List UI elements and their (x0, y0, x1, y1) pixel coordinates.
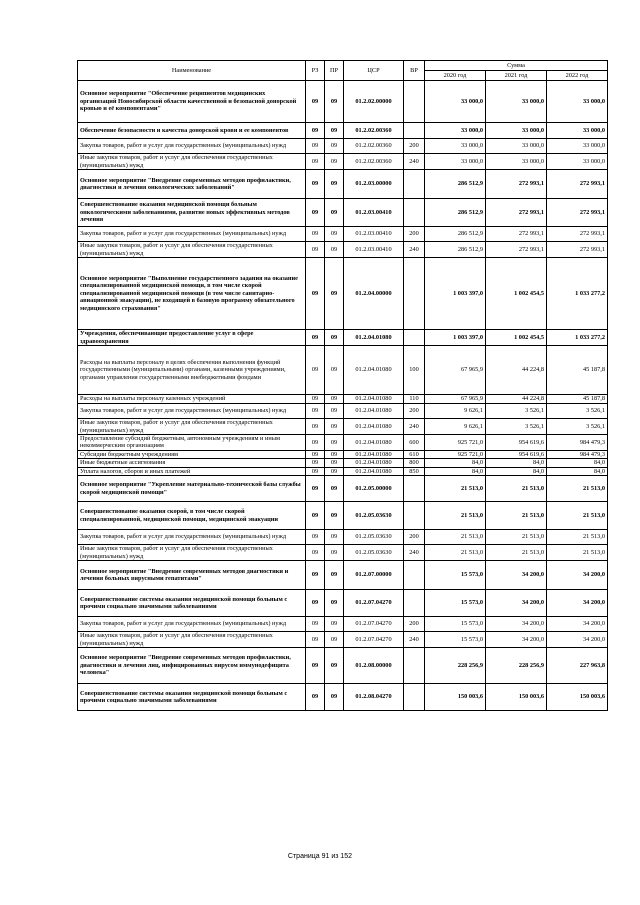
cell-2022: 21 513,0 (547, 476, 608, 502)
cell-2022: 3 526,1 (547, 404, 608, 419)
table-row (78, 459, 608, 467)
cell-vr: 200 (404, 530, 425, 545)
table-body (78, 81, 608, 711)
cell-2020: 21 513,0 (425, 476, 486, 502)
cell-2021: 33 000,0 (486, 81, 547, 123)
cell-name: Предоставление субсидий бюджетным, автономным учреждениям и иным некоммерческим организациям (78, 435, 306, 451)
cell-vr (404, 123, 425, 139)
cell-vr: 850 (404, 467, 425, 475)
cell-csr: 01.2.02.00000 (344, 81, 404, 123)
cell-2021: 34 200,0 (486, 632, 547, 648)
cell-2022: 34 200,0 (547, 632, 608, 648)
table-row (78, 395, 608, 404)
cell-2022: 33 000,0 (547, 139, 608, 154)
cell-csr: 01.2.04.01080 (344, 459, 404, 467)
table-row (78, 502, 608, 530)
cell-pr: 09 (325, 330, 344, 346)
cell-2022: 84,0 (547, 459, 608, 467)
cell-2021: 84,0 (486, 459, 547, 467)
cell-2022: 984 479,3 (547, 435, 608, 451)
cell-2021: 272 993,1 (486, 242, 547, 258)
cell-rz: 09 (306, 590, 325, 617)
cell-csr: 01.2.02.00360 (344, 123, 404, 139)
cell-rz: 09 (306, 227, 325, 242)
cell-csr: 01.2.07.04270 (344, 617, 404, 632)
cell-rz: 09 (306, 170, 325, 199)
cell-2022: 33 000,0 (547, 123, 608, 139)
budget-table-container (77, 60, 608, 711)
cell-csr: 01.2.04.00000 (344, 258, 404, 330)
header-vr: ВР (404, 61, 425, 81)
table-row (78, 123, 608, 139)
cell-2020: 67 965,9 (425, 346, 486, 395)
cell-vr: 800 (404, 459, 425, 467)
cell-name: Иные бюджетные ассигнования (78, 459, 306, 467)
cell-2022: 34 200,0 (547, 617, 608, 632)
cell-csr: 01.2.02.00360 (344, 139, 404, 154)
cell-pr: 09 (325, 154, 344, 170)
cell-2020: 33 000,0 (425, 154, 486, 170)
cell-rz: 09 (306, 395, 325, 404)
page-footer: Страница 91 из 152 (287, 853, 353, 860)
cell-pr: 09 (325, 530, 344, 545)
cell-pr: 09 (325, 139, 344, 154)
cell-name: Иные закупки товаров, работ и услуг для обеспечения государственных (муниципальных) нужд (78, 154, 306, 170)
cell-rz: 09 (306, 123, 325, 139)
table-row (78, 330, 608, 346)
table-row (78, 435, 608, 451)
cell-pr: 09 (325, 81, 344, 123)
table-row (78, 139, 608, 154)
cell-name: Основное мероприятие "Укрепление материально-технической базы службы скорой медицинской помощи" (78, 476, 306, 502)
cell-rz: 09 (306, 330, 325, 346)
cell-rz: 09 (306, 404, 325, 419)
cell-rz: 09 (306, 139, 325, 154)
table-row (78, 467, 608, 475)
cell-rz: 09 (306, 617, 325, 632)
cell-csr: 01.2.03.00410 (344, 227, 404, 242)
cell-2021: 34 200,0 (486, 617, 547, 632)
header-year-2020: 2020 год (425, 71, 486, 81)
cell-vr (404, 199, 425, 227)
table-row (78, 590, 608, 617)
cell-name: Совершенствование оказания медицинской помощи больным онкологическими заболеваниями, развитие новых эффективных методов лечения (78, 199, 306, 227)
cell-vr (404, 258, 425, 330)
cell-rz: 09 (306, 81, 325, 123)
cell-name: Основное мероприятие "Обеспечение реципиентов медицинских организаций Новосибирской области качественной и безопасной донорской кровью и её компонентами" (78, 81, 306, 123)
cell-2022: 150 003,6 (547, 684, 608, 711)
cell-csr: 01.2.03.00410 (344, 199, 404, 227)
cell-name: Расходы на выплаты персоналу казенных учреждений (78, 395, 306, 404)
table-row (78, 450, 608, 458)
cell-csr: 01.2.04.01080 (344, 467, 404, 475)
cell-2022: 984 479,3 (547, 450, 608, 458)
cell-rz: 09 (306, 648, 325, 684)
cell-2020: 15 573,0 (425, 632, 486, 648)
cell-vr (404, 170, 425, 199)
table-row (78, 346, 608, 395)
cell-2020: 15 573,0 (425, 617, 486, 632)
cell-name: Обеспечение безопасности и качества донорской крови и ее компонентов (78, 123, 306, 139)
cell-2022: 33 000,0 (547, 81, 608, 123)
cell-2021: 1 002 454,5 (486, 258, 547, 330)
cell-rz: 09 (306, 435, 325, 451)
cell-name: Совершенствование системы оказания медицинской помощи больным с прочими социально значимыми заболеваниями (78, 590, 306, 617)
budget-table (77, 60, 608, 711)
cell-name: Закупка товаров, работ и услуг для государственных (муниципальных) нужд (78, 227, 306, 242)
cell-2020: 15 573,0 (425, 590, 486, 617)
cell-2020: 21 513,0 (425, 545, 486, 561)
cell-vr: 600 (404, 435, 425, 451)
table-row (78, 545, 608, 561)
cell-pr: 09 (325, 227, 344, 242)
cell-pr: 09 (325, 476, 344, 502)
cell-2022: 1 033 277,2 (547, 258, 608, 330)
table-row (78, 617, 608, 632)
cell-csr: 01.2.05.00000 (344, 476, 404, 502)
cell-csr: 01.2.05.03630 (344, 530, 404, 545)
cell-2022: 272 993,1 (547, 170, 608, 199)
cell-2021: 3 526,1 (486, 404, 547, 419)
cell-vr: 200 (404, 227, 425, 242)
cell-name: Основное мероприятие "Выполнение государственного задания на оказание специализированной медицинской помощи, в том числе скорой специализированной медицинской помощи (в том числе санитарно-авиационной эвакуации), не входящей в базовую программу обязательного медицинского страхования" (78, 258, 306, 330)
table-row (78, 404, 608, 419)
cell-name: Закупка товаров, работ и услуг для государственных (муниципальных) нужд (78, 530, 306, 545)
cell-csr: 01.2.07.04270 (344, 632, 404, 648)
cell-2022: 34 200,0 (547, 590, 608, 617)
cell-2020: 84,0 (425, 459, 486, 467)
cell-rz: 09 (306, 561, 325, 590)
cell-pr: 09 (325, 632, 344, 648)
cell-2022: 21 513,0 (547, 502, 608, 530)
table-row (78, 199, 608, 227)
cell-name: Основное мероприятие "Внедрение современных методов диагностики и лечения больных вирусными гепатитами" (78, 561, 306, 590)
cell-2022: 21 513,0 (547, 545, 608, 561)
cell-2020: 67 965,9 (425, 395, 486, 404)
table-row (78, 258, 608, 330)
cell-vr (404, 561, 425, 590)
cell-2021: 33 000,0 (486, 123, 547, 139)
cell-vr: 240 (404, 242, 425, 258)
cell-csr: 01.2.04.01080 (344, 435, 404, 451)
cell-2022: 272 993,1 (547, 242, 608, 258)
cell-pr: 09 (325, 450, 344, 458)
cell-2021: 84,0 (486, 467, 547, 475)
cell-vr: 240 (404, 545, 425, 561)
cell-csr: 01.2.04.01080 (344, 395, 404, 404)
header-csr: ЦСР (344, 61, 404, 81)
table-row (78, 227, 608, 242)
cell-2021: 3 526,1 (486, 419, 547, 435)
cell-vr: 240 (404, 632, 425, 648)
cell-vr: 110 (404, 395, 425, 404)
cell-pr: 09 (325, 123, 344, 139)
cell-pr: 09 (325, 590, 344, 617)
cell-2021: 272 993,1 (486, 199, 547, 227)
cell-pr: 09 (325, 617, 344, 632)
cell-rz: 09 (306, 459, 325, 467)
cell-name: Совершенствование оказания скорой, в том числе скорой специализированной, медицинской помощи, медицинской эвакуации (78, 502, 306, 530)
cell-2022: 45 187,8 (547, 346, 608, 395)
cell-2022: 3 526,1 (547, 419, 608, 435)
cell-vr (404, 502, 425, 530)
cell-csr: 01.2.08.00000 (344, 648, 404, 684)
cell-2020: 286 512,9 (425, 242, 486, 258)
cell-2021: 21 513,0 (486, 530, 547, 545)
cell-pr: 09 (325, 545, 344, 561)
cell-rz: 09 (306, 502, 325, 530)
cell-vr (404, 590, 425, 617)
cell-vr: 240 (404, 419, 425, 435)
cell-2022: 33 000,0 (547, 154, 608, 170)
cell-name: Уплата налогов, сборов и иных платежей (78, 467, 306, 475)
cell-pr: 09 (325, 395, 344, 404)
cell-2021: 1 002 454,5 (486, 330, 547, 346)
cell-csr: 01.2.05.03630 (344, 502, 404, 530)
cell-name: Иные закупки товаров, работ и услуг для обеспечения государственных (муниципальных) нужд (78, 419, 306, 435)
cell-2021: 34 200,0 (486, 590, 547, 617)
cell-csr: 01.2.04.01080 (344, 346, 404, 395)
cell-2020: 9 626,1 (425, 404, 486, 419)
cell-2021: 34 200,0 (486, 561, 547, 590)
cell-pr: 09 (325, 648, 344, 684)
cell-2022: 227 963,8 (547, 648, 608, 684)
cell-2020: 286 512,9 (425, 227, 486, 242)
cell-rz: 09 (306, 199, 325, 227)
cell-2021: 21 513,0 (486, 545, 547, 561)
cell-name: Иные закупки товаров, работ и услуг для обеспечения государственных (муниципальных) нужд (78, 242, 306, 258)
cell-vr (404, 476, 425, 502)
cell-pr: 09 (325, 561, 344, 590)
cell-name: Учреждения, обеспечивающие предоставление услуг в сфере здравоохранения (78, 330, 306, 346)
cell-rz: 09 (306, 684, 325, 711)
cell-csr: 01.2.07.00000 (344, 561, 404, 590)
cell-2020: 286 512,9 (425, 199, 486, 227)
cell-2021: 228 256,9 (486, 648, 547, 684)
cell-vr: 200 (404, 139, 425, 154)
cell-vr: 240 (404, 154, 425, 170)
cell-2020: 925 721,0 (425, 435, 486, 451)
cell-2020: 21 513,0 (425, 530, 486, 545)
cell-name: Совершенствование системы оказания медицинской помощи больным с прочими социально значимыми заболеваниями (78, 684, 306, 711)
cell-2020: 33 000,0 (425, 123, 486, 139)
header-sum: Сумма (425, 61, 608, 71)
header-rz: РЗ (306, 61, 325, 81)
cell-2020: 925 721,0 (425, 450, 486, 458)
cell-pr: 09 (325, 419, 344, 435)
cell-pr: 09 (325, 258, 344, 330)
cell-2021: 954 619,6 (486, 450, 547, 458)
header-year-2022: 2022 год (547, 71, 608, 81)
cell-2021: 21 513,0 (486, 502, 547, 530)
cell-rz: 09 (306, 476, 325, 502)
table-header (78, 61, 608, 81)
cell-2020: 1 003 397,0 (425, 330, 486, 346)
cell-csr: 01.2.04.01080 (344, 404, 404, 419)
cell-pr: 09 (325, 170, 344, 199)
cell-name: Закупка товаров, работ и услуг для государственных (муниципальных) нужд (78, 617, 306, 632)
cell-2022: 1 033 277,2 (547, 330, 608, 346)
table-row (78, 419, 608, 435)
cell-2022: 272 993,1 (547, 227, 608, 242)
table-row (78, 476, 608, 502)
cell-csr: 01.2.07.04270 (344, 590, 404, 617)
cell-vr (404, 684, 425, 711)
cell-2021: 44 224,8 (486, 346, 547, 395)
cell-vr (404, 330, 425, 346)
cell-pr: 09 (325, 199, 344, 227)
header-name: Наименование (78, 61, 306, 81)
cell-csr: 01.2.03.00410 (344, 242, 404, 258)
cell-2020: 84,0 (425, 467, 486, 475)
cell-2021: 272 993,1 (486, 227, 547, 242)
cell-csr: 01.2.04.01080 (344, 450, 404, 458)
cell-2021: 272 993,1 (486, 170, 547, 199)
cell-name: Расходы на выплаты персоналу в целях обеспечения выполнения функций государственными (муниципальными) органами, казенными учреждениями, органами управления государственными внебюджетными фондами (78, 346, 306, 395)
cell-name: Закупка товаров, работ и услуг для государственных (муниципальных) нужд (78, 404, 306, 419)
cell-csr: 01.2.03.00000 (344, 170, 404, 199)
table-row (78, 632, 608, 648)
cell-vr (404, 81, 425, 123)
cell-rz: 09 (306, 242, 325, 258)
cell-pr: 09 (325, 684, 344, 711)
cell-rz: 09 (306, 346, 325, 395)
cell-name: Иные закупки товаров, работ и услуг для обеспечения государственных (муниципальных) нужд (78, 545, 306, 561)
table-row (78, 530, 608, 545)
cell-2021: 33 000,0 (486, 139, 547, 154)
cell-pr: 09 (325, 346, 344, 395)
cell-csr: 01.2.04.01080 (344, 330, 404, 346)
cell-2020: 150 003,6 (425, 684, 486, 711)
cell-csr: 01.2.08.04270 (344, 684, 404, 711)
cell-2020: 15 573,0 (425, 561, 486, 590)
cell-2020: 33 000,0 (425, 81, 486, 123)
cell-rz: 09 (306, 154, 325, 170)
cell-2020: 286 512,9 (425, 170, 486, 199)
cell-pr: 09 (325, 404, 344, 419)
table-row (78, 154, 608, 170)
cell-2022: 45 187,8 (547, 395, 608, 404)
cell-pr: 09 (325, 502, 344, 530)
cell-name: Субсидии бюджетным учреждениям (78, 450, 306, 458)
table-row (78, 81, 608, 123)
cell-vr: 200 (404, 404, 425, 419)
cell-2022: 34 200,0 (547, 561, 608, 590)
cell-2022: 272 993,1 (547, 199, 608, 227)
cell-name: Основное мероприятие "Внедрение современных методов профилактики, диагностики и лечения онкологических заболеваний" (78, 170, 306, 199)
cell-pr: 09 (325, 435, 344, 451)
table-row (78, 242, 608, 258)
cell-rz: 09 (306, 450, 325, 458)
cell-rz: 09 (306, 467, 325, 475)
cell-2021: 954 619,6 (486, 435, 547, 451)
cell-rz: 09 (306, 419, 325, 435)
cell-name: Закупка товаров, работ и услуг для государственных (муниципальных) нужд (78, 139, 306, 154)
cell-2021: 44 224,8 (486, 395, 547, 404)
cell-csr: 01.2.05.03630 (344, 545, 404, 561)
cell-2020: 21 513,0 (425, 502, 486, 530)
header-pr: ПР (325, 61, 344, 81)
cell-rz: 09 (306, 258, 325, 330)
cell-2020: 9 626,1 (425, 419, 486, 435)
cell-pr: 09 (325, 242, 344, 258)
cell-name: Основное мероприятие "Внедрение современных методов профилактики, диагностики и лечения лиц, инфицированных вирусом иммунодефицита человека" (78, 648, 306, 684)
cell-2020: 33 000,0 (425, 139, 486, 154)
cell-vr: 200 (404, 617, 425, 632)
header-year-2021: 2021 год (486, 71, 547, 81)
cell-pr: 09 (325, 467, 344, 475)
cell-2021: 21 513,0 (486, 476, 547, 502)
table-row (78, 648, 608, 684)
cell-2022: 84,0 (547, 467, 608, 475)
cell-name: Иные закупки товаров, работ и услуг для обеспечения государственных (муниципальных) нужд (78, 632, 306, 648)
cell-vr: 610 (404, 450, 425, 458)
cell-rz: 09 (306, 632, 325, 648)
cell-vr: 100 (404, 346, 425, 395)
cell-2021: 150 003,6 (486, 684, 547, 711)
table-row (78, 170, 608, 199)
table-row (78, 561, 608, 590)
table-row (78, 684, 608, 711)
cell-vr (404, 648, 425, 684)
cell-csr: 01.2.04.01080 (344, 419, 404, 435)
cell-2020: 228 256,9 (425, 648, 486, 684)
cell-rz: 09 (306, 545, 325, 561)
cell-2022: 21 513,0 (547, 530, 608, 545)
cell-pr: 09 (325, 459, 344, 467)
cell-2021: 33 000,0 (486, 154, 547, 170)
cell-csr: 01.2.02.00360 (344, 154, 404, 170)
cell-2020: 1 003 397,0 (425, 258, 486, 330)
cell-rz: 09 (306, 530, 325, 545)
